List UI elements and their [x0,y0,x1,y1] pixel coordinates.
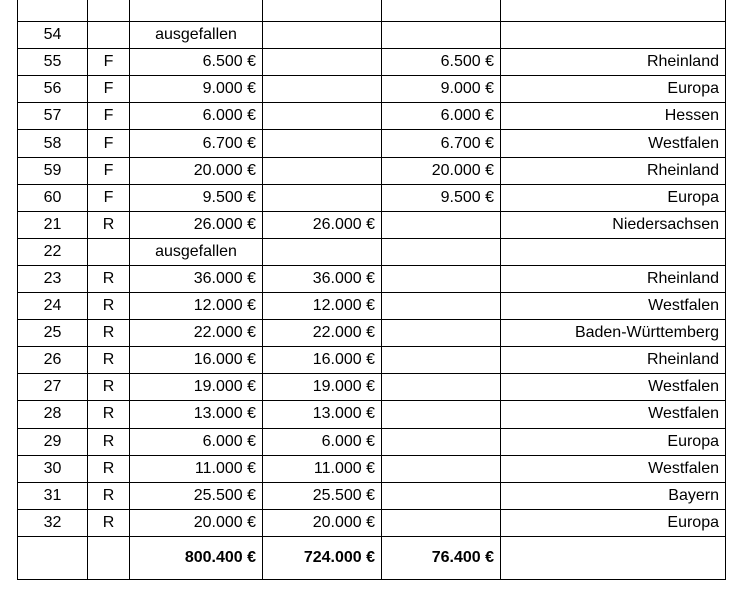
table-row [18,509,726,536]
row-type: R [88,455,130,482]
row-number: 26 [18,347,88,374]
row-f-amount [382,347,501,374]
table-body [18,0,726,536]
row-type: F [88,103,130,130]
row-region [501,0,726,22]
row-amount: 9.000 € [130,76,263,103]
row-amount: 6.000 € [130,428,263,455]
row-region: Niedersachsen [501,211,726,238]
row-r-amount: 11.000 € [263,455,382,482]
row-type: R [88,211,130,238]
table-row [18,265,726,292]
row-number: 56 [18,76,88,103]
totals-nr-cell [18,536,88,579]
table-row [18,184,726,211]
row-region: Westfalen [501,374,726,401]
table-row [18,22,726,49]
row-r-amount: 6.000 € [263,428,382,455]
row-type: F [88,184,130,211]
row-region: Bayern [501,482,726,509]
row-number: 55 [18,49,88,76]
row-r-amount [263,22,382,49]
total-r: 724.000 € [263,536,382,579]
row-type: R [88,428,130,455]
row-r-amount [263,130,382,157]
row-f-amount: 6.000 € [382,103,501,130]
row-region: Europa [501,509,726,536]
row-type: F [88,157,130,184]
row-type: R [88,347,130,374]
row-type: R [88,482,130,509]
row-f-amount [382,428,501,455]
row-number: 22 [18,238,88,265]
row-f-amount: 9.500 € [382,184,501,211]
table-row [18,103,726,130]
row-f-amount [382,265,501,292]
row-type [88,0,130,22]
row-amount: 11.000 € [130,455,263,482]
table-row [18,211,726,238]
row-type: R [88,509,130,536]
row-amount: 6.500 € [130,49,263,76]
row-type [88,22,130,49]
row-f-amount [382,211,501,238]
row-region: Europa [501,428,726,455]
row-amount: 19.000 € [130,374,263,401]
row-r-amount: 19.000 € [263,374,382,401]
row-f-amount: 9.000 € [382,76,501,103]
table-row [18,347,726,374]
row-f-amount: 20.000 € [382,157,501,184]
row-number: 54 [18,22,88,49]
row-amount: 6.000 € [130,103,263,130]
row-amount: 25.500 € [130,482,263,509]
row-number: 32 [18,509,88,536]
row-r-amount: 36.000 € [263,265,382,292]
row-f-amount [382,0,501,22]
row-amount: 20.000 € [130,157,263,184]
row-f-amount: 6.700 € [382,130,501,157]
row-r-amount [263,103,382,130]
spending-table [17,0,726,580]
row-number: 30 [18,455,88,482]
row-r-amount [263,76,382,103]
row-region: Westfalen [501,455,726,482]
row-amount: 36.000 € [130,265,263,292]
row-region: Rheinland [501,265,726,292]
row-f-amount: 6.500 € [382,49,501,76]
table-row [18,0,726,22]
row-region [501,238,726,265]
row-amount: 12.000 € [130,293,263,320]
table-row [18,238,726,265]
row-r-amount [263,184,382,211]
row-r-amount: 26.000 € [263,211,382,238]
row-amount: 20.000 € [130,509,263,536]
row-r-amount: 13.000 € [263,401,382,428]
table-row [18,428,726,455]
row-amount: 9.500 € [130,184,263,211]
row-r-amount: 20.000 € [263,509,382,536]
row-amount: 26.000 € [130,211,263,238]
table-row [18,293,726,320]
row-region: Rheinland [501,49,726,76]
table-row [18,130,726,157]
total-betrag: 800.400 € [130,536,263,579]
row-region: Rheinland [501,347,726,374]
table-row [18,320,726,347]
row-type: R [88,320,130,347]
row-region: Baden-Württemberg [501,320,726,347]
row-region [501,22,726,49]
row-type [88,238,130,265]
row-number: 58 [18,130,88,157]
row-r-amount [263,157,382,184]
row-type: R [88,265,130,292]
row-number: 60 [18,184,88,211]
row-f-amount [382,401,501,428]
row-number: 29 [18,428,88,455]
row-type: R [88,293,130,320]
row-type: R [88,374,130,401]
row-number: 25 [18,320,88,347]
table-row [18,157,726,184]
row-r-amount: 12.000 € [263,293,382,320]
row-f-amount [382,455,501,482]
row-r-amount [263,0,382,22]
row-f-amount [382,238,501,265]
row-region: Europa [501,76,726,103]
row-f-amount [382,374,501,401]
row-number: 23 [18,265,88,292]
row-f-amount [382,22,501,49]
row-r-amount: 16.000 € [263,347,382,374]
row-number: 27 [18,374,88,401]
row-number: 59 [18,157,88,184]
row-region: Rheinland [501,157,726,184]
row-type: F [88,130,130,157]
row-type: R [88,401,130,428]
row-amount: 13.000 € [130,401,263,428]
row-region: Westfalen [501,401,726,428]
table-row [18,401,726,428]
table-row [18,374,726,401]
row-r-amount [263,49,382,76]
table-row [18,49,726,76]
row-number: 57 [18,103,88,130]
row-amount: 6.700 € [130,130,263,157]
row-f-amount [382,293,501,320]
row-amount: 16.000 € [130,347,263,374]
row-number: 31 [18,482,88,509]
row-type: F [88,76,130,103]
row-number: 21 [18,211,88,238]
row-r-amount [263,238,382,265]
row-amount: ausgefallen [130,238,263,265]
row-amount: 22.000 € [130,320,263,347]
row-amount [130,0,263,22]
row-region: Hessen [501,103,726,130]
row-region: Westfalen [501,130,726,157]
row-f-amount [382,320,501,347]
totals-typ-cell [88,536,130,579]
table-row [18,76,726,103]
totals-region-cell [501,536,726,579]
row-type: F [88,49,130,76]
totals-row [18,536,726,579]
row-number [18,0,88,22]
table-row [18,482,726,509]
row-f-amount [382,509,501,536]
row-amount: ausgefallen [130,22,263,49]
total-f: 76.400 € [382,536,501,579]
table-row [18,455,726,482]
row-r-amount: 25.500 € [263,482,382,509]
row-r-amount: 22.000 € [263,320,382,347]
row-number: 28 [18,401,88,428]
row-region: Westfalen [501,293,726,320]
row-region: Europa [501,184,726,211]
row-f-amount [382,482,501,509]
row-number: 24 [18,293,88,320]
